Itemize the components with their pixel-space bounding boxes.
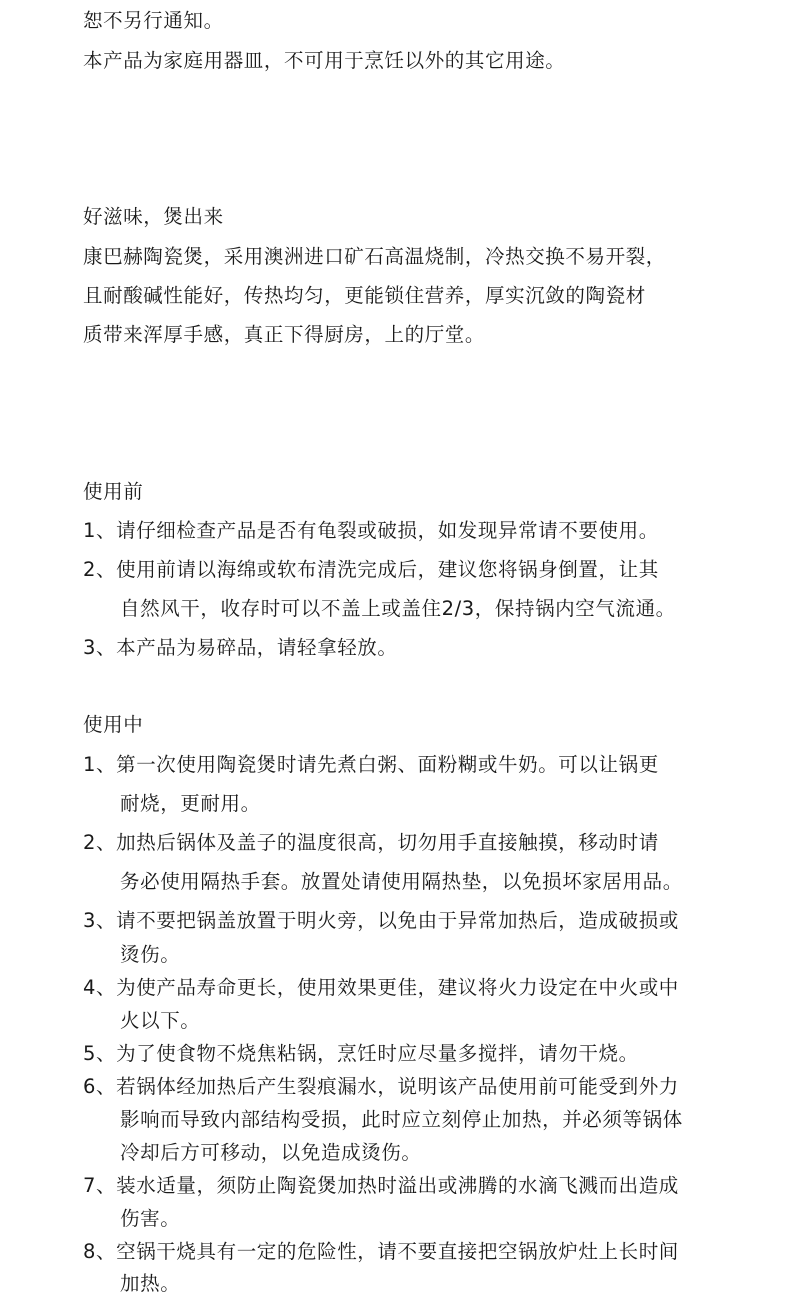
before-use-item: 2、使用前请以海绵或软布清洗完成后，建议您将锅身倒置，让其 [83,558,659,581]
before-use-heading: 使用前 [83,480,144,503]
during-use-item: 2、加热后锅体及盖子的温度很高，切勿用手直接触摸，移动时请 [83,831,659,854]
during-use-item: 5、为了使食物不烧焦粘锅，烹饪时应尽量多搅拌，请勿干烧。 [83,1042,639,1065]
during-use-item-continuation: 火以下。 [120,1009,201,1032]
intro-paragraph-line: 且耐酸碱性能好，传热均匀，更能锁住营养，厚实沉敛的陶瓷材 [83,284,646,307]
during-use-item: 8、空锅干烧具有一定的危险性，请不要直接把空锅放炉灶上长时间 [83,1240,679,1263]
during-use-item: 3、请不要把锅盖放置于明火旁，以免由于异常加热后，造成破损或 [83,909,679,932]
during-use-item-continuation: 务必使用隔热手套。放置处请使用隔热垫，以免损坏家居用品。 [120,870,683,893]
during-use-item: 4、为使产品寿命更长，使用效果更佳，建议将火力设定在中火或中 [83,976,679,999]
during-use-heading: 使用中 [83,713,144,736]
during-use-item: 6、若锅体经加热后产生裂痕漏水，说明该产品使用前可能受到外力 [83,1075,679,1098]
before-use-item: 3、本产品为易碎品，请轻拿轻放。 [83,636,398,659]
during-use-item-continuation: 冷却后方可移动，以免造成烫伤。 [120,1141,422,1164]
during-use-item-continuation: 影响而导致内部结构受损，此时应立刻停止加热，并必须等锅体 [120,1108,683,1131]
intro-paragraph-line: 康巴赫陶瓷煲，采用澳洲进口矿石高温烧制，冷热交换不易开裂， [83,245,666,268]
notice-line: 本产品为家庭用器皿，不可用于烹饪以外的其它用途。 [83,49,566,72]
during-use-item-continuation: 耐烧，更耐用。 [120,792,261,815]
during-use-item-continuation: 加热。 [120,1272,181,1295]
intro-heading: 好滋味，煲出来 [83,205,224,228]
during-use-item-continuation: 烫伤。 [120,943,181,966]
notice-line: 恕不另行通知。 [83,9,224,32]
during-use-item: 7、装水适量，须防止陶瓷煲加热时溢出或沸腾的水滴飞溅而出造成 [83,1174,679,1197]
before-use-item: 1、请仔细检查产品是否有龟裂或破损，如发现异常请不要使用。 [83,519,659,542]
during-use-item-continuation: 伤害。 [120,1207,181,1230]
before-use-item-continuation: 自然风干，收存时可以不盖上或盖住2/3，保持锅内空气流通。 [120,597,676,620]
intro-paragraph-line: 质带来浑厚手感，真正下得厨房，上的厅堂。 [83,323,486,346]
during-use-item: 1、第一次使用陶瓷煲时请先煮白粥、面粉糊或牛奶。可以让锅更 [83,753,659,776]
